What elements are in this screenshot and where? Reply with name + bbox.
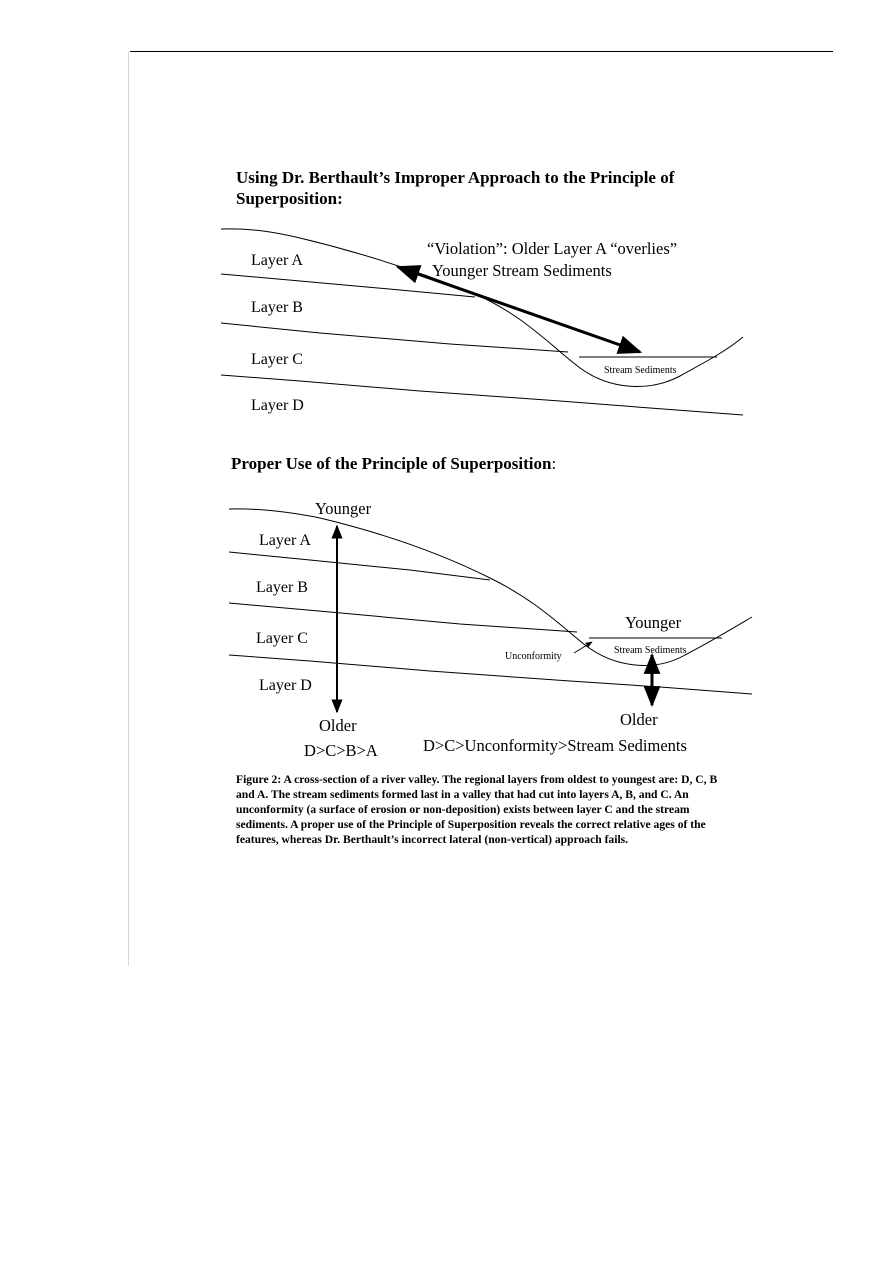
bottom-layer-bc-boundary [229,603,577,632]
bottom-layer-ab-boundary [229,552,490,580]
violation-label-line1: “Violation”: Older Layer A “overlies” [427,239,678,258]
figure-caption-text: : A cross-section of a river valley. The regional layers from oldest to youngest are: D, C, B and A. The stream sediments formed last in a valley that had cut into layers A, B, and C. An unconformity (a surface of erosion or non-deposition) exists between layer C and the stream sediments. A proper use of the Principle of Superposition reveals the correct relative ages of the features, whereas Dr. Berthault’s incorrect lateral (non-vertical) approach fails. [236,773,718,846]
bottom-stream-sediments-label: Stream Sediments [614,645,687,656]
heading-proper-use-colon: : [551,454,557,473]
right-order-label: D>C>Unconformity>Stream Sediments [423,736,687,755]
heading-proper-use-bold: Proper Use of the Principle of Superposition [231,454,552,473]
left-older-label: Older [319,716,357,735]
bottom-label-layer-d: Layer D [259,677,312,694]
top-label-layer-b: Layer B [251,299,303,316]
bottom-label-layer-c: Layer C [256,630,308,647]
heading-improper-approach: Using Dr. Berthault’s Improper Approach to the Principle of Superposition: [236,168,675,208]
top-label-layer-a: Layer A [251,252,303,269]
figure-caption-label: Figure 2 [236,773,278,786]
violation-label-line2: Younger Stream Sediments [432,261,612,280]
right-younger-label: Younger [625,613,682,632]
top-stream-sediments-label: Stream Sediments [604,365,677,376]
left-younger-label: Younger [315,499,372,518]
bottom-label-layer-a: Layer A [259,532,311,549]
bottom-label-layer-b: Layer B [256,579,308,596]
figure-caption [236,772,736,847]
right-older-label: Older [620,710,658,729]
left-order-label: D>C>B>A [304,741,378,760]
top-label-layer-c: Layer C [251,351,303,368]
top-label-layer-d: Layer D [251,397,304,414]
unconformity-label: Unconformity [505,651,562,662]
